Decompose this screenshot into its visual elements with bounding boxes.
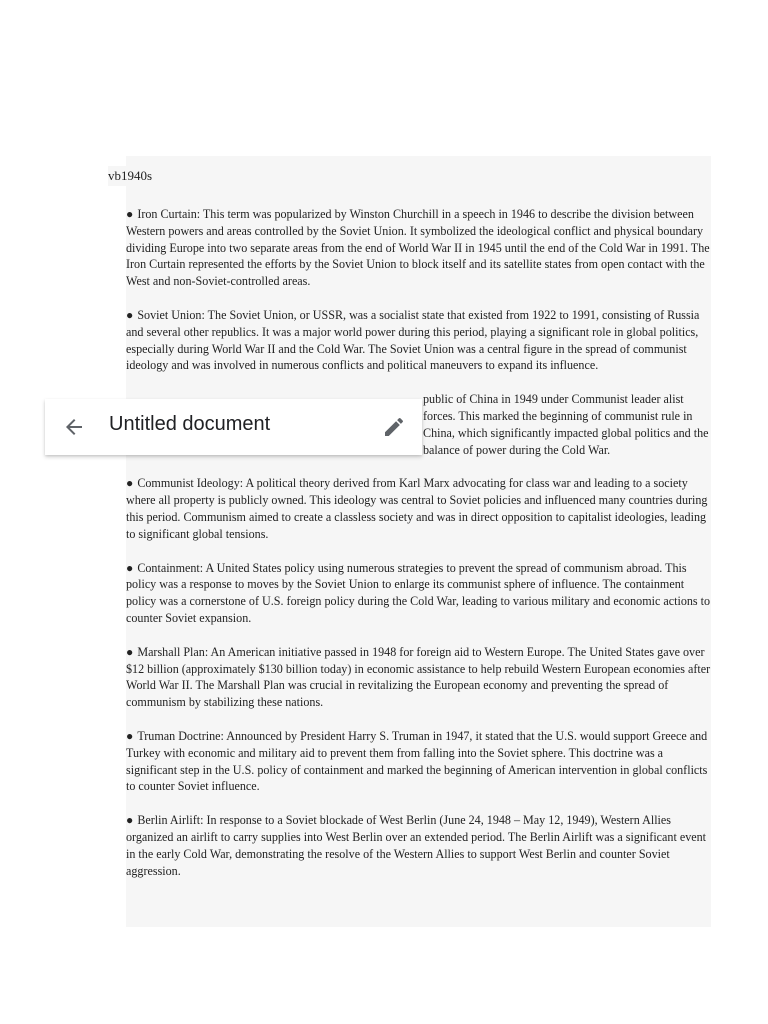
list-item [126,475,711,542]
bullet-icon: ● [126,728,134,743]
bullet-icon: ● [126,813,134,828]
list-item [126,812,711,879]
pencil-icon [382,415,406,439]
paragraph-text: Iron Curtain: This term was popularized by Winston Churchill in a speech in 1946 to describe the division between Western powers and areas controlled by the Soviet Union. It symbolized the ideological conflict and physical boundary dividing Europe into two separate areas from the end of World War II in 1945 until the end of the Cold War in 1991. The Iron Curtain represented the efforts by the Soviet Union to block itself and its satellite states from open contact with the West and non-Soviet-controlled areas. [126,207,710,289]
back-button[interactable] [58,411,90,443]
list-item [126,644,711,711]
paragraph-text: Marshall Plan: An American initiative passed in 1948 for foreign aid to Western Europe. The United States gave over $12 billion (approximately $130 billion today) in economic assistance to help rebuild Western European economies after World War II. The Marshall Plan was crucial in revitalizing the European economy and preventing the spread of communism by stabilizing these nations. [126,644,711,710]
list-item [126,728,711,795]
bullet-icon: ● [126,307,134,322]
edit-button[interactable] [378,411,410,443]
paragraph-text: public of China in 1949 under Communist leader alist forces. This marked the beginning of communist rule in China, which significantly impacted global politics and the balance of power during the Cold War. [423,392,709,457]
document-title[interactable]: Untitled document [109,413,271,435]
list-item [126,206,711,290]
paragraph-text: Communist Ideology: A political theory derived from Karl Marx advocating for class war and leading to a society where all property is publicly owned. This ideology was central to Soviet policies and influenced many countries during this period. Communism aimed to create a classless society and was in direct opposition to capitalist ideologies, leading to significant global tensions. [126,476,708,541]
paragraph-text: Containment: A United States policy using numerous strategies to prevent the spread of communism abroad. This policy was a response to moves by the Soviet Union to enlarge its communist sphere of influence. The containment policy was a cornerstone of U.S. foreign policy during the Cold War, leading to various military and economic actions to counter Soviet expansion. [126,560,711,625]
paragraph-text: Truman Doctrine: Announced by President Harry S. Truman in 1947, it stated that the U.S. would support Greece and Turkey with economic and military aid to prevent them from falling into the Soviet sphere. This doctrine was a significant step in the U.S. policy of containment and marked the beginning of American intervention in global conflicts to counter Soviet influence. [126,728,708,794]
top-app-bar [45,399,422,455]
paragraph-text: Soviet Union: The Soviet Union, or USSR, was a socialist state that existed from 1922 to 1991, consisting of Russia and several other republics. It was a major world power during this period, playing a significant role in global politics, especially during World War II and the Cold War. The Soviet Union was a central figure in the spread of communist ideology and was involved in numerous conflicts and political maneuvers to expand its influence. [126,307,700,373]
bullet-icon: ● [126,644,134,659]
document-heading: vb1940s [108,166,156,186]
arrow-back-icon [62,415,86,439]
paragraph-text: Berlin Airlift: In response to a Soviet blockade of West Berlin (June 24, 1948 – May 12, 1949), Western Allies organized an airlift to carry supplies into West Berlin over an extended period. The Berlin Airlift was a significant event in the early Cold War, demonstrating the resolve of the Western Allies to support West Berlin and counter Soviet aggression. [126,813,707,878]
bullet-icon: ● [126,207,134,221]
bullet-icon: ● [126,476,134,491]
bullet-icon: ● [126,560,134,575]
list-item [126,560,711,627]
list-item [126,307,711,374]
document-body [126,206,711,896]
